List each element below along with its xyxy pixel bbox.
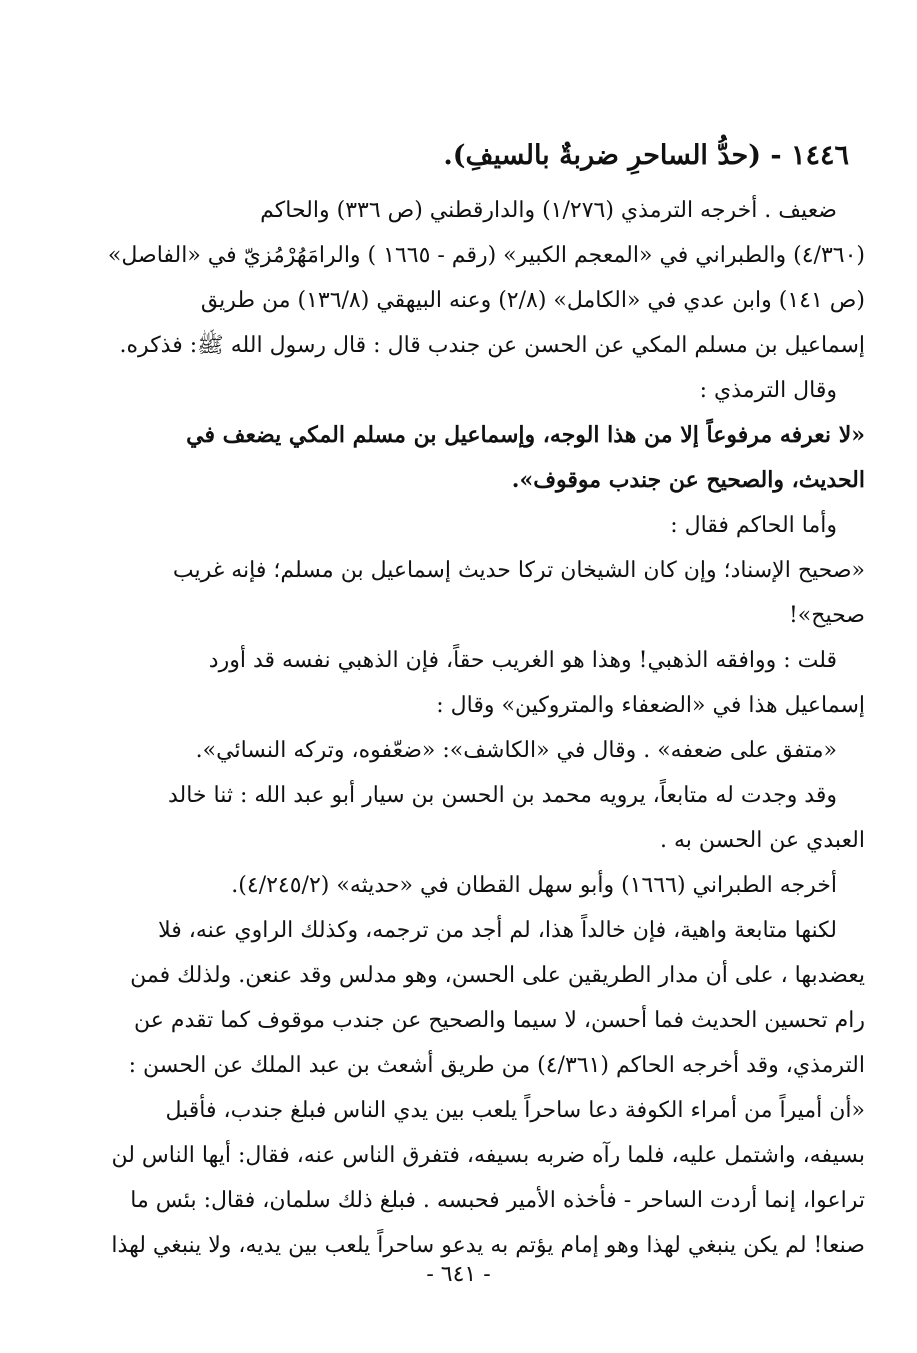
text-line: وأما الحاكم فقال : <box>670 513 837 538</box>
text-line: وقد وجدت له متابعاً، يرويه محمد بن الحسن بن سيار أبو عبد الله : ثنا خالد <box>167 783 837 808</box>
text-line: إسماعيل هذا في «الضعفاء والمتروكين» وقال : <box>436 693 865 718</box>
text-line: وقال الترمذي : <box>699 378 837 403</box>
text-line: إسماعيل بن مسلم المكي عن الحسن عن جندب قال : قال رسول الله ﷺ: فذكره. <box>119 333 865 358</box>
text-line: «صحيح الإسناد؛ وإن كان الشيخان تركا حديث إسماعيل بن مسلم؛ فإنه غريب <box>172 558 865 583</box>
text-line: بسيفه، واشتمل عليه، فلما رآه ضربه بسيفه، فتفرق الناس عنه، فقال: أيها الناس لن <box>111 1143 865 1168</box>
text-line: قلت : ووافقه الذهبي! وهذا هو الغريب حقاً، فإن الذهبي نفسه قد أورد <box>208 648 837 673</box>
text-line: لكنها متابعة واهية، فإن خالداً هذا، لم أجد من ترجمه، وكذلك الراوي عنه، فلا <box>158 918 837 943</box>
page-number: - ٦٤١ - <box>426 1262 491 1287</box>
body-text <box>100 188 865 1268</box>
hadith-title: ١٤٤٦ - (حدُّ الساحرِ ضربةٌ بالسيفِ). <box>443 140 849 171</box>
text-line: صنعا! لم يكن ينبغي لهذا وهو إمام يؤتم به يدعو ساحراً يلعب بين يديه، ولا ينبغي لهذا <box>111 1233 865 1258</box>
text-line: الحديث، والصحيح عن جندب موقوف». <box>511 467 865 493</box>
text-line: العبدي عن الحسن به . <box>660 828 865 853</box>
text-line: (ص ١٤١) وابن عدي في «الكامل» (٢/٨) وعنه البيهقي (١٣٦/٨) من طريق <box>200 288 865 313</box>
text-line: ضعيف . أخرجه الترمذي (١/٢٧٦) والدارقطني (ص ٣٣٦) والحاكم <box>260 198 837 223</box>
text-line: يعضدبها ، على أن مدار الطريقين على الحسن، وهو مدلس وقد عنعن. ولذلك فمن <box>130 963 865 988</box>
text-line: «متفق على ضعفه» . وقال في «الكاشف»: «ضعّفوه، وتركه النسائي». <box>195 738 837 763</box>
text-line: «لا نعرفه مرفوعاً إلا من هذا الوجه، وإسماعيل بن مسلم المكي يضعف في <box>186 422 865 448</box>
text-line: «أن أميراً من أمراء الكوفة دعا ساحراً يلعب بين يدي الناس فبلغ جندب، فأقبل <box>165 1098 865 1123</box>
text-line: تراعوا، إنما أردت الساحر - فأخذه الأمير فحبسه . فبلغ ذلك سلمان، فقال: بئس ما <box>130 1188 865 1213</box>
text-line: أخرجه الطبراني (١٦٦٦) وأبو سهل القطان في «حديثه» (٤/٢٤٥/٢). <box>231 873 837 898</box>
text-line: الترمذي، وقد أخرجه الحاكم (٤/٣٦١) من طريق أشعث بن عبد الملك عن الحسن : <box>128 1053 865 1078</box>
text-line: صحيح»! <box>788 603 865 628</box>
text-line: (٤/٣٦٠) والطبراني في «المعجم الكبير» (رقم - ١٦٦٥ ) والرامَهُرْمُزيّ في «الفاصل» <box>107 243 865 268</box>
text-line: رام تحسين الحديث فما أحسن، لا سيما والصحيح عن جندب موقوف كما تقدم عن <box>133 1008 865 1033</box>
